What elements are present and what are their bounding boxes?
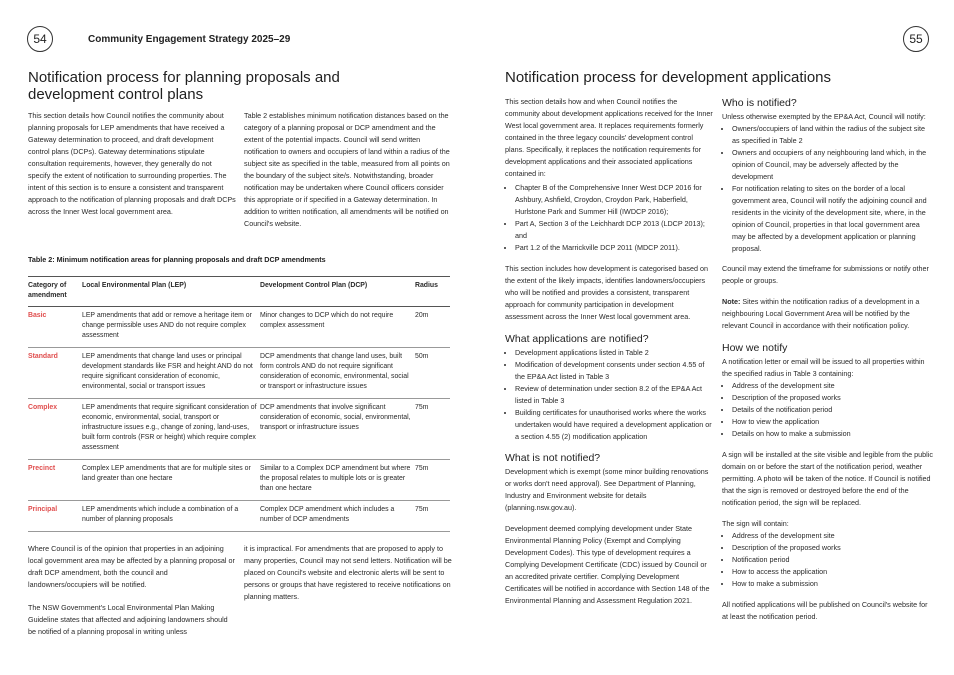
list-item: • Details of the notification period — [732, 404, 934, 416]
row-lep: LEP amendments that change land uses or principal development standards like FSR and height AND do not require significant consideration of economic, environmental, social or transport issues — [82, 348, 260, 399]
row-lep: LEP amendments that add or remove a heritage item or change permissible uses AND do not require complex assessment — [82, 307, 260, 348]
row-radius: 20m — [415, 307, 450, 348]
list-item: • Details on how to make a submission — [732, 428, 934, 440]
row-lep: LEP amendments which include a combination of a number of planning proposals — [82, 501, 260, 532]
row-category: Basic — [28, 307, 82, 348]
row-category: Standard — [28, 348, 82, 399]
row-category: Precinct — [28, 460, 82, 501]
row-dcp: DCP amendments that change land uses, built form controls AND do not require significant consideration of economic, environmental, social or transport or infrastructure issues — [260, 348, 415, 399]
table-row — [28, 399, 450, 460]
list-item: • How to make a submission — [732, 578, 934, 590]
list-item: • Development applications listed in Table 2 — [515, 347, 713, 359]
row-dcp: DCP amendments that involve significant consideration of economic, social, environmental, transport or infrastructure issues — [260, 399, 415, 460]
header-dcp: Development Control Plan (DCP) — [260, 277, 415, 307]
who-list — [722, 123, 934, 255]
table-row — [28, 501, 450, 532]
row-category: Principal — [28, 501, 82, 532]
notification-table — [28, 276, 450, 532]
left-bottom-col2-text: it is impractical. For amendments that are proposed to apply to many properties, Council may not send letters. Notification will be placed on Council's website and electronic alerts will be sent to persons or groups that have registered to receive notifications on planning matters. — [244, 544, 452, 601]
document-title: Community Engagement Strategy 2025–29 — [88, 34, 291, 45]
left-bottom-col1-p2: The NSW Government's Local Environmental Plan Making Guideline states that affected and adjoining landowners should be notified of a planning proposal in writing unless — [28, 603, 228, 636]
table-row — [28, 307, 450, 348]
what-notified-list — [505, 347, 713, 443]
table-row — [28, 348, 450, 399]
header-category: Category of amendment — [28, 277, 82, 307]
final-paragraph: All notified applications will be published on Council's website for at least the notification period. — [722, 600, 928, 621]
sign-contain: The sign will contain: — [722, 519, 789, 528]
left-bottom-col1-p1: Where Council is of the opinion that properties in an adjoining local government area may be affected by a planning proposal or draft DCP amendment, both the council and landowners/occupiers will be notified. — [28, 544, 235, 589]
row-radius: 75m — [415, 501, 450, 532]
right-col1-p2: This section includes how development is categorised based on the extent of the likely impacts, identifies landowners/occupiers who will be notified and provides a consistent, transparent approach for community participation in development assessment across the Inner West local government area. — [505, 264, 708, 321]
list-item: • Building certificates for unauthorised works where the works undertaken would have required a development application or a section 4.55 (2) modification application — [515, 407, 713, 443]
list-item: • Owners and occupiers of any neighbouring land which, in the opinion of Council, may be adversely affected by the development — [732, 147, 934, 183]
row-category: Complex — [28, 399, 82, 460]
list-item: • Address of the development site — [732, 380, 934, 392]
row-radius: 50m — [415, 348, 450, 399]
list-item: • Part 1.2 of the Marrickville DCP 2011 (MDCP 2011). — [515, 242, 713, 254]
table-row — [28, 460, 450, 501]
sign-paragraph: A sign will be installed at the site visible and legible from the public domain on or before the start of the notification period, weather permitting. A photo will be taken of the notice. If Council is notified that the sign is removed or destroyed before the end of the notification period, the sign will be replaced. — [722, 450, 933, 507]
list-item: • Notification period — [732, 554, 934, 566]
who-heading: Who is notified? — [722, 97, 797, 109]
list-item: • Owners/occupiers of land within the radius of the subject site as specified in Table 2 — [732, 123, 934, 147]
not-notified-p1: Development which is exempt (some minor building renovations or works don't need approval). See Department of Planning, Industry and Environment website for details (planning.nsw.gov.au). — [505, 467, 709, 512]
note-text: Sites within the notification radius of a development in a neighbouring Local Government Area will be notified by the relevant Council in accordance with their notification policy. — [722, 297, 920, 330]
left-heading: Notification process for planning proposals and development control plans — [28, 69, 340, 103]
right-page-number: 55 — [903, 26, 929, 52]
what-notified-heading: What applications are notified? — [505, 333, 649, 345]
list-item: • Address of the development site — [732, 530, 934, 542]
left-bottom-col2 — [244, 543, 452, 614]
list-item: • How to access the application — [732, 566, 934, 578]
left-col1 — [28, 110, 236, 229]
header-lep: Local Environmental Plan (LEP) — [82, 277, 260, 307]
how-list — [722, 380, 934, 440]
list-item: • For notification relating to sites on the border of a local government area, Council will notify the adjoining council and residents in the vicinity of the development site, where, in the opinion of Council, properties in that local government area may be affected by a development application or planning proposal. — [732, 183, 934, 255]
list-item: • Modification of development consents under section 4.55 of the EP&A Act listed in Table 3 — [515, 359, 713, 383]
how-heading: How we notify — [722, 342, 788, 354]
left-page-number: 54 — [27, 26, 53, 52]
list-item: • Description of the proposed works — [732, 392, 934, 404]
note-label: Note: — [722, 297, 741, 306]
not-notified-heading: What is not notified? — [505, 452, 601, 464]
table-header-row — [28, 277, 450, 307]
list-item: • Review of determination under section 8.2 of the EP&A Act listed in Table 3 — [515, 383, 713, 407]
row-dcp: Similar to a Complex DCP amendment but where the proposal relates to multiple lots or is greater than one hectare — [260, 460, 415, 501]
row-dcp: Complex DCP amendment which includes a number of DCP amendments — [260, 501, 415, 532]
table-title: Table 2: Minimum notification areas for planning proposals and draft DCP amendments — [28, 255, 326, 264]
who-intro: Unless otherwise exempted by the EP&A Act, Council will notify: — [722, 112, 926, 121]
right-col1-intro: This section details how and when Council notifies the community about development applications received for the Inner West local government area. It replaces requirements formerly contained in the three legacy councils' development control plans. Specifically, it replaces the notification requirements for development applications and their associated applications contained in: — [505, 97, 713, 178]
left-col2-text: Table 2 establishes minimum notification distances based on the category of a planning proposal or DCP amendment and the extent of the potential impacts. Council will send written notification to owners and occupiers of land within a radius of the subject site as specified in the table, measured from all points on the boundary of the subject site/s. Notwithstanding, broader notification may be undertaken where Council officers consider this appropriate or if specified in a Gateway determination. In addition to written notification, all amendments will be notified on Council's website. — [244, 111, 450, 228]
row-dcp: Minor changes to DCP which do not require complex assessment — [260, 307, 415, 348]
row-lep: Complex LEP amendments that are for multiple sites or land greater than one hectare — [82, 460, 260, 501]
note-paragraph — [722, 296, 934, 332]
row-radius: 75m — [415, 460, 450, 501]
who-p2: Council may extend the timeframe for submissions or notify other people or groups. — [722, 264, 929, 285]
right-col1 — [505, 96, 713, 618]
right-heading: Notification process for development applications — [505, 69, 832, 86]
header-radius: Radius — [415, 277, 450, 307]
list-item: • How to view the application — [732, 416, 934, 428]
list-item: • Chapter B of the Comprehensive Inner West DCP 2016 for Ashbury, Ashfield, Croydon, Croydon Park, Haberfield, Hurlstone Park and Summer Hill (IWDCP 2016); — [515, 182, 713, 218]
row-radius: 75m — [415, 399, 450, 460]
left-col1-text: This section details how Council notifies the community about planning proposals for LEP amendments that have received a Gateway determination to proceed, and draft development control plans (DCPs). Gateway determinations stipulate consultation requirements, however, they generally do not specify the extent of notification to surrounding properties. The intent of this section is to ensure a consistent and transparent approach to the notification of planning proposals and draft DCPs across the Inner West local government area. — [28, 111, 236, 216]
list-item: • Description of the proposed works — [732, 542, 934, 554]
left-col2 — [244, 110, 452, 241]
how-intro: A notification letter or email will be issued to all properties within the specified radius in Table 3 containing: — [722, 357, 925, 378]
legacy-dcp-list — [505, 182, 713, 254]
list-item: • Part A, Section 3 of the Leichhardt DCP 2013 (LDCP 2013); and — [515, 218, 713, 242]
sign-list — [722, 530, 934, 590]
row-lep: LEP amendments that require significant consideration of economic, environmental, social, transport or infrastructure issues e.g., change of zoning, land-uses, built form controls (FSR or height) which require complex assessment — [82, 399, 260, 460]
not-notified-p2: Development deemed complying development under State Environmental Planning Policy (Exempt and Complying Development Codes). This type of development requires a Complying Development Certificate (CDC) issued by Council or an accredited private certifier. Complying Development Certificates will be notified in accordance with Section 148 of the Environmental Planning and Assessment Regulation 2021. — [505, 524, 710, 605]
right-col2 — [722, 96, 934, 634]
left-bottom-col1 — [28, 543, 236, 649]
